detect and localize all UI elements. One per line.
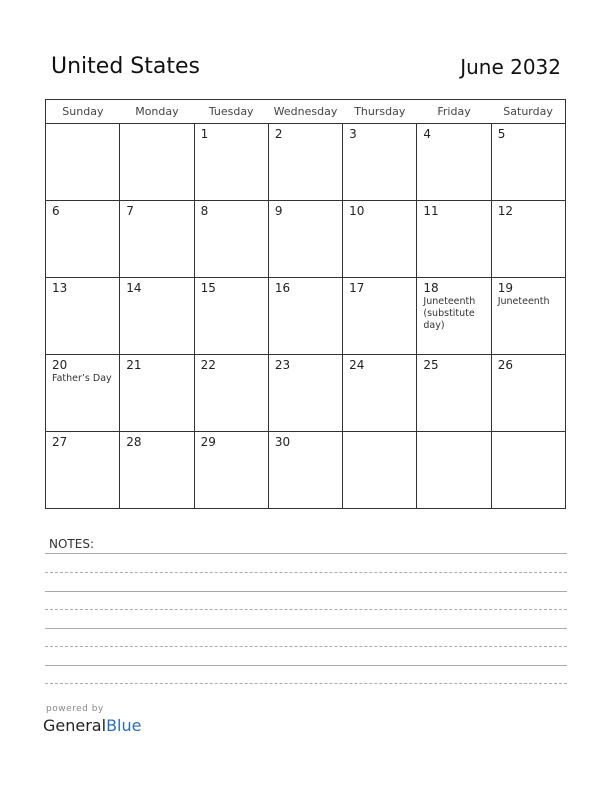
day-cell [491, 201, 565, 278]
day-number: 26 [497, 358, 513, 372]
day-cell [343, 124, 417, 201]
weekday-header: Tuesday [194, 100, 268, 124]
day-cell [417, 201, 491, 278]
day-cell [491, 124, 565, 201]
day-cell [268, 432, 342, 509]
day-cell [417, 278, 491, 355]
day-cell [268, 355, 342, 432]
note-line [45, 665, 567, 666]
day-cell [46, 432, 120, 509]
day-cell [120, 278, 194, 355]
day-number: 29 [200, 435, 216, 449]
day-number: 10 [349, 204, 365, 218]
week-row [46, 355, 566, 432]
day-cell [194, 124, 268, 201]
day-number: 18 [423, 281, 439, 295]
day-cell [417, 432, 491, 509]
brand-logo-part-general: General [43, 716, 107, 735]
day-cell [46, 278, 120, 355]
day-number: 16 [274, 281, 291, 295]
day-cell [46, 355, 120, 432]
day-cell [417, 355, 491, 432]
note-line [45, 591, 567, 592]
day-number: 22 [200, 358, 216, 372]
weekday-header: Monday [120, 100, 194, 124]
day-number: 7 [126, 204, 134, 218]
day-cell [194, 355, 268, 432]
day-number: 21 [126, 358, 142, 372]
day-number: 15 [200, 281, 216, 295]
day-number: 9 [274, 204, 283, 218]
day-cell [268, 201, 342, 278]
weekday-header: Saturday [491, 100, 565, 124]
day-number: 24 [349, 358, 365, 372]
day-number: 13 [52, 281, 68, 295]
note-line [45, 609, 567, 610]
day-cell [46, 124, 120, 201]
day-cell [491, 278, 565, 355]
day-cell [120, 432, 194, 509]
day-number: 28 [126, 435, 142, 449]
day-number: 8 [200, 204, 209, 218]
weekday-header-row [46, 100, 566, 124]
brand-logo [43, 716, 141, 735]
day-cell [194, 278, 268, 355]
weekday-header: Thursday [343, 100, 417, 124]
note-line [45, 646, 567, 647]
note-line [45, 572, 567, 573]
day-number: 4 [423, 127, 432, 141]
day-cell [343, 432, 417, 509]
day-number: 20 [52, 358, 68, 372]
calendar-grid [45, 99, 566, 509]
powered-by-text: powered by [46, 704, 104, 714]
day-number: 11 [423, 204, 439, 218]
day-cell [491, 432, 565, 509]
day-number: 19 [497, 281, 513, 295]
week-row [46, 432, 566, 509]
day-number: 17 [349, 281, 365, 295]
weekday-header: Sunday [46, 100, 120, 124]
week-row [46, 124, 566, 201]
weekday-header: Wednesday [268, 100, 342, 124]
day-cell [194, 201, 268, 278]
holiday-label: Juneteenth (substitute day) [423, 296, 476, 331]
day-number: 14 [126, 281, 142, 295]
day-cell [343, 278, 417, 355]
brand-logo-part-blue: Blue [106, 716, 142, 735]
day-number: 30 [274, 435, 291, 449]
day-cell [343, 201, 417, 278]
day-number: 12 [497, 204, 513, 218]
day-cell [194, 432, 268, 509]
note-line [45, 628, 567, 629]
day-cell [268, 124, 342, 201]
week-row [46, 278, 566, 355]
day-number: 27 [52, 435, 68, 449]
day-number: 2 [274, 127, 283, 141]
week-row [46, 201, 566, 278]
day-cell [120, 355, 194, 432]
day-cell [120, 124, 194, 201]
day-number: 25 [423, 358, 439, 372]
holiday-label: Father’s Day [52, 373, 112, 384]
holiday-label: Juneteenth [497, 296, 550, 307]
notes-label: NOTES: [49, 537, 94, 551]
note-line [45, 683, 567, 684]
day-number: 5 [497, 127, 506, 141]
day-cell [491, 355, 565, 432]
day-cell [343, 355, 417, 432]
calendar-country-title: United States [51, 54, 200, 79]
note-line [45, 553, 567, 554]
day-number: 6 [52, 204, 60, 218]
day-cell [268, 278, 342, 355]
day-cell [120, 201, 194, 278]
day-cell [417, 124, 491, 201]
day-number: 3 [349, 127, 357, 141]
day-number: 23 [274, 358, 291, 372]
day-number: 1 [200, 127, 209, 141]
weekday-header: Friday [417, 100, 491, 124]
day-cell [46, 201, 120, 278]
calendar-month-title: June 2032 [460, 55, 561, 79]
